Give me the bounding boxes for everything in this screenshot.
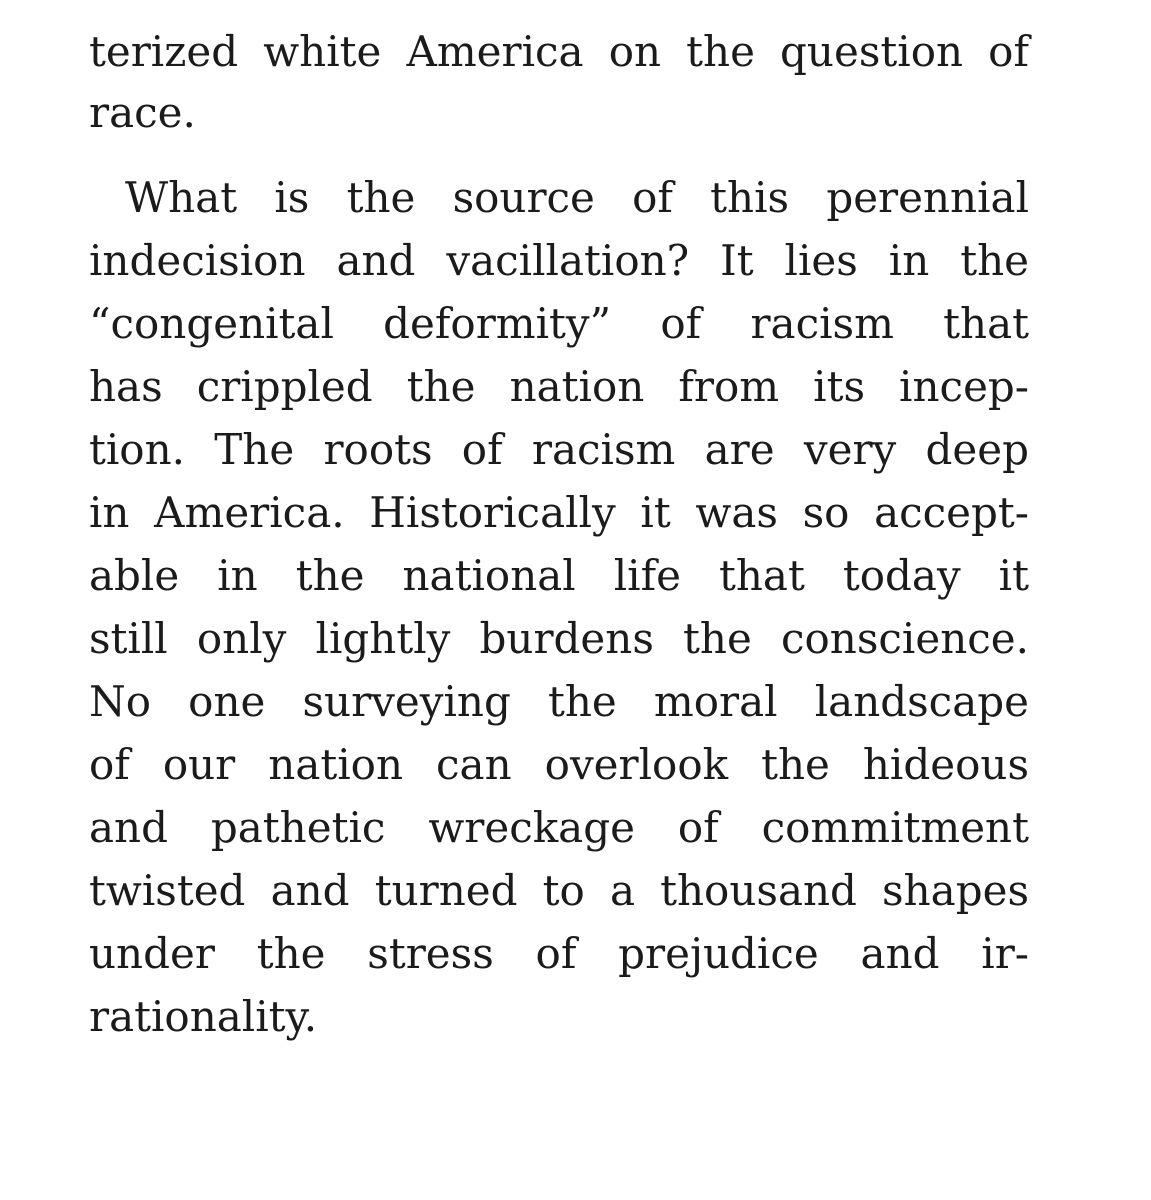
text-line: indecision and vacillation? It lies in the xyxy=(89,236,1029,285)
text-line: has crippled the nation from its incep- xyxy=(89,362,1029,411)
text-line: under the stress of prejudice and ir- xyxy=(89,929,1029,978)
text-line: terized white America on the question of xyxy=(89,27,1029,76)
text-line: twisted and turned to a thousand shapes xyxy=(89,866,1029,915)
text-line: still only lightly burdens the conscience. xyxy=(89,614,1029,663)
text-line: rationality. xyxy=(89,992,318,1041)
text-line: and pathetic wreckage of commitment xyxy=(89,803,1029,852)
text-line: in America. Historically it was so accept- xyxy=(89,488,1029,537)
text-line: tion. The roots of racism are very deep xyxy=(89,425,1029,474)
text-line: “congenital deformity” of racism that xyxy=(89,299,1029,348)
text-line: race. xyxy=(89,88,196,137)
text-line: able in the national life that today it xyxy=(89,551,1029,600)
text-line: No one surveying the moral landscape xyxy=(89,677,1029,726)
text-line: of our nation can overlook the hideous xyxy=(89,740,1029,789)
paragraph-first-line: What is the source of this perennial xyxy=(125,173,1029,222)
